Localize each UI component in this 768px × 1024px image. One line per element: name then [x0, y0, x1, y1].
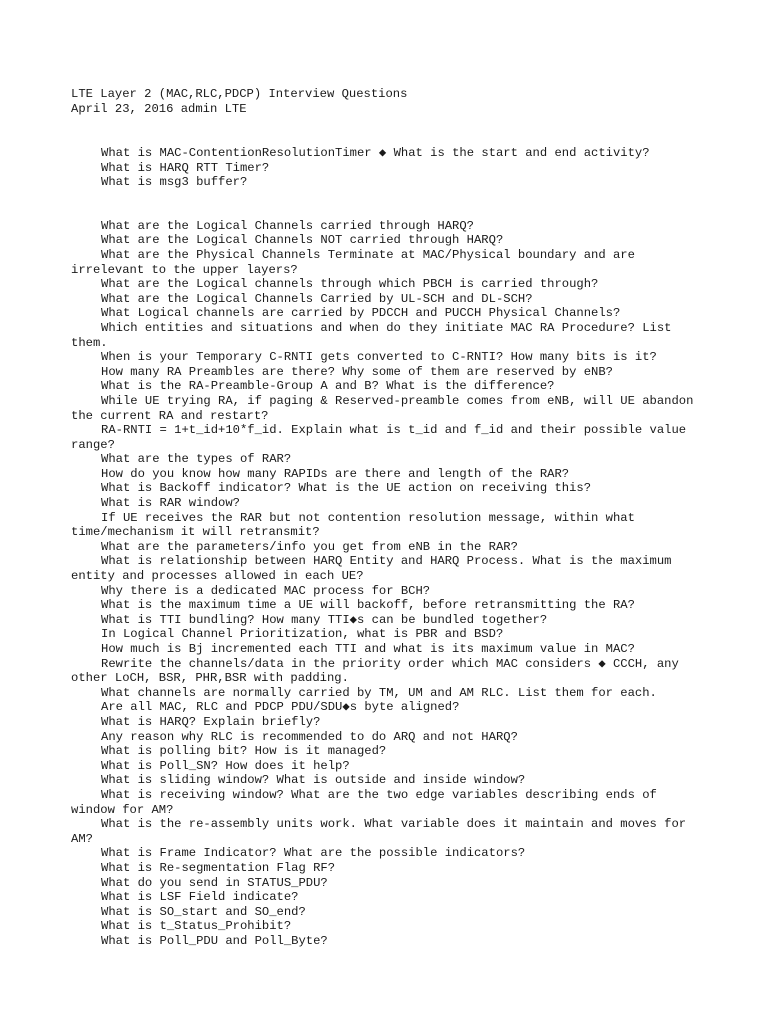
question-item: What is sliding window? What is outside and inside window?: [101, 773, 526, 788]
question-item: What are the types of RAR?: [101, 452, 292, 467]
question-item: Rewrite the channels/data in the priority order which MAC considers ◆ CCCH, any other LoCH, BSR, PHR,BSR with padding.: [71, 656, 687, 686]
question-item: Why there is a dedicated MAC process for BCH?: [101, 583, 431, 598]
question-item: What is LSF Field indicate?: [101, 890, 299, 905]
question-item: While UE trying RA, if paging & Reserved-preamble comes from eNB, will UE abandon the current RA and restart?: [71, 393, 701, 423]
question-item: What are the parameters/info you get from eNB in the RAR?: [101, 539, 518, 554]
question-item: What is polling bit? How is it managed?: [101, 744, 387, 759]
question-list: [71, 146, 707, 948]
question-item: How do you know how many RAPIDs are there and length of the RAR?: [101, 466, 570, 481]
question-item: How much is Bj incremented each TTI and what is its maximum value in MAC?: [101, 642, 635, 656]
question-item: How many RA Preambles are there? Why some of them are reserved by eNB?: [101, 364, 613, 379]
section-gap: [71, 190, 707, 219]
question-item: What is receiving window? What are the two edge variables describing ends of window for AM?: [71, 787, 665, 817]
question-item: Which entities and situations and when do they initiate MAC RA Procedure? List them.: [71, 320, 679, 350]
question-item: What is Poll_PDU and Poll_Byte?: [101, 933, 328, 948]
question-item: What are the Physical Channels Terminate at MAC/Physical boundary and are irrelevant to the upper layers?: [71, 247, 643, 277]
question-item: What channels are normally carried by TM, UM and AM RLC. List them for each.: [101, 685, 657, 700]
question-item: What is relationship between HARQ Entity and HARQ Process. What is the maximum entity and processes allowed in each UE?: [71, 554, 679, 584]
question-item: If UE receives the RAR but not contention resolution message, within what time/mechanism it will retransmit?: [71, 510, 643, 540]
question-item: What is the RA-Preamble-Group A and B? What is the difference?: [101, 379, 555, 394]
question-item: What Logical channels are carried by PDCCH and PUCCH Physical Channels?: [101, 306, 621, 321]
question-item: What is Backoff indicator? What is the UE action on receiving this?: [101, 481, 592, 496]
question-item: When is your Temporary C-RNTI gets converted to C-RNTI? How many bits is it?: [101, 350, 657, 365]
question-item: What is the re-assembly units work. What variable does it maintain and moves for AM?: [71, 817, 694, 846]
question-group-2: [71, 219, 707, 949]
question-item: What is SO_start and SO_end?: [101, 904, 306, 919]
question-item: Any reason why RLC is recommended to do ARQ and not HARQ?: [101, 729, 518, 744]
question-item: What is HARQ? Explain briefly?: [101, 714, 321, 729]
question-item: What is RAR window?: [101, 496, 240, 511]
question-item: What are the Logical Channels Carried by UL-SCH and DL-SCH?: [101, 291, 533, 306]
question-group-1: [71, 146, 707, 190]
question-item: What is Re-segmentation Flag RF?: [101, 860, 336, 875]
question-item: What is HARQ RTT Timer?: [101, 160, 270, 175]
question-item: What are the Logical Channels NOT carried through HARQ?: [101, 233, 504, 248]
question-item: What is MAC-ContentionResolutionTimer ◆ What is the start and end activity?: [101, 146, 650, 160]
question-item: What is t_Status_Prohibit?: [101, 919, 292, 934]
question-item: What is Frame Indicator? What are the possible indicators?: [101, 846, 526, 861]
question-item: What are the Logical Channels carried through HARQ?: [101, 218, 474, 233]
question-item: What do you send in STATUS_PDU?: [101, 875, 328, 890]
question-item: RA-RNTI = 1+t_id+10*f_id. Explain what is t_id and f_id and their possible value range?: [71, 423, 694, 452]
question-item: What is TTI bundling? How many TTI◆s can be bundled together?: [101, 612, 548, 627]
question-item: In Logical Channel Prioritization, what is PBR and BSD?: [101, 627, 504, 642]
document-header: [71, 87, 407, 116]
question-item: What is the maximum time a UE will backoff, before retransmitting the RA?: [101, 598, 635, 613]
question-item: Are all MAC, RLC and PDCP PDU/SDU◆s byte aligned?: [101, 700, 460, 715]
document-title: LTE Layer 2 (MAC,RLC,PDCP) Interview Questions: [71, 87, 408, 101]
question-item: What is msg3 buffer?: [101, 175, 248, 190]
question-item: What are the Logical channels through which PBCH is carried through?: [101, 277, 599, 292]
question-item: What is Poll_SN? How does it help?: [101, 758, 350, 773]
document-meta: April 23, 2016 admin LTE: [71, 101, 247, 116]
